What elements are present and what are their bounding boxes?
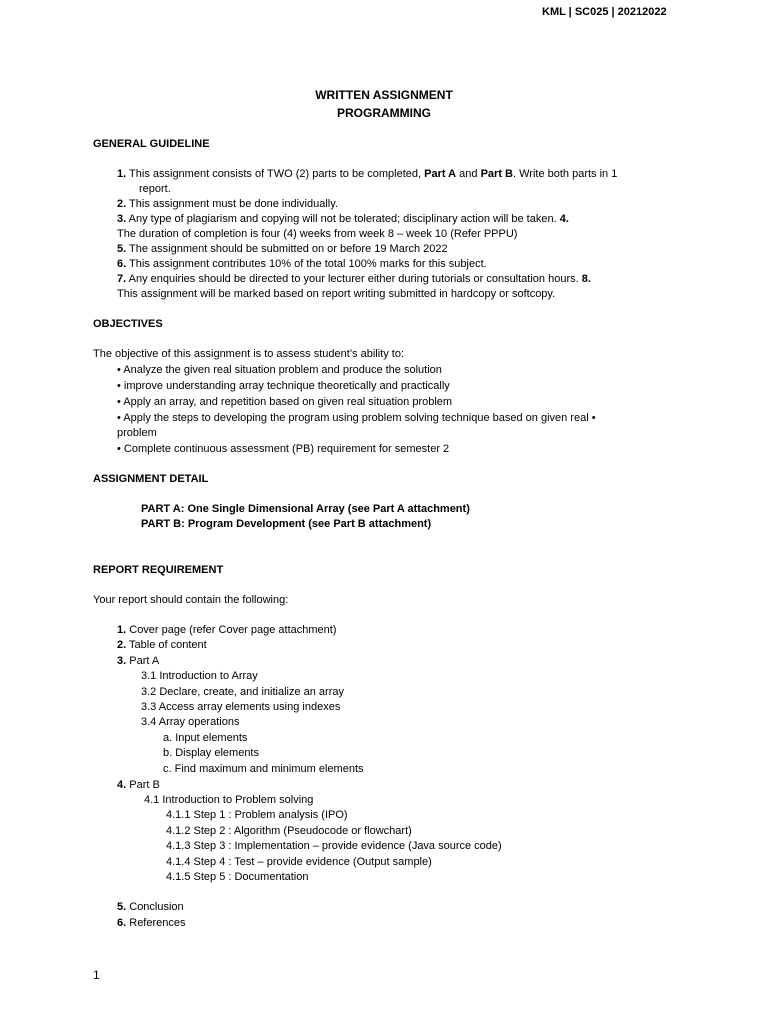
- report-sub-4-1-1: 4.1.1 Step 1 : Problem analysis (IPO): [166, 809, 348, 821]
- guideline-item-7: 7. Any enquiries should be directed to your lecturer either during tutorials or consultation hours. 8.: [117, 273, 591, 285]
- report-sub-3-4-c: c. Find maximum and minimum elements: [163, 763, 364, 775]
- report-item-6: 6. References: [117, 917, 186, 929]
- report-item-1: 1. Cover page (refer Cover page attachment): [117, 624, 337, 636]
- assignment-detail-heading: ASSIGNMENT DETAIL: [93, 473, 209, 485]
- objective-bullet-2: • improve understanding array technique theoretically and practically: [117, 380, 450, 392]
- report-sub-3-3: 3.3 Access array elements using indexes: [141, 701, 341, 713]
- guideline-item-3: 3. Any type of plagiarism and copying will not be tolerated; disciplinary action will be taken. 4.: [117, 213, 569, 225]
- guideline-item-8: This assignment will be marked based on report writing submitted in hardcopy or softcopy.: [117, 288, 556, 300]
- header-code: KML | SC025 | 20212022: [542, 6, 667, 18]
- report-item-5: 5. Conclusion: [117, 901, 184, 913]
- guideline-item-5: 5. The assignment should be submitted on or before 19 March 2022: [117, 243, 448, 255]
- guideline-item-6: 6. This assignment contributes 10% of the total 100% marks for this subject.: [117, 258, 487, 270]
- guideline-item-1: 1. This assignment consists of TWO (2) parts to be completed, Part A and Part B. Write both parts in 1: [117, 168, 618, 180]
- title-line-1: WRITTEN ASSIGNMENT: [315, 88, 453, 102]
- guideline-item-1-cont: report.: [139, 183, 171, 195]
- report-sub-4-1-2: 4.1.2 Step 2 : Algorithm (Pseudocode or flowchart): [166, 825, 412, 837]
- report-requirement-heading: REPORT REQUIREMENT: [93, 564, 224, 576]
- report-item-4: 4. Part B: [117, 779, 160, 791]
- report-item-2: 2. Table of content: [117, 639, 207, 651]
- general-guideline-heading: GENERAL GUIDELINE: [93, 138, 210, 150]
- page-number: 1: [93, 968, 100, 982]
- report-sub-4-1: 4.1 Introduction to Problem solving: [144, 794, 314, 806]
- guideline-item-2: 2. This assignment must be done individually.: [117, 198, 338, 210]
- objectives-heading: OBJECTIVES: [93, 318, 163, 330]
- report-sub-3-4: 3.4 Array operations: [141, 716, 240, 728]
- part-a-detail: PART A: One Single Dimensional Array (see Part A attachment): [141, 503, 470, 515]
- objective-bullet-4-cont: problem: [117, 427, 157, 439]
- guideline-item-4: The duration of completion is four (4) weeks from week 8 – week 10 (Refer PPPU): [117, 228, 518, 240]
- objectives-intro: The objective of this assignment is to assess student’s ability to:: [93, 348, 405, 360]
- objective-bullet-4: • Apply the steps to developing the program using problem solving technique based on given real •: [117, 412, 596, 424]
- report-sub-4-1-3: 4.1.3 Step 3 : Implementation – provide evidence (Java source code): [166, 840, 502, 852]
- report-sub-4-1-5: 4.1.5 Step 5 : Documentation: [166, 871, 309, 883]
- report-intro: Your report should contain the following:: [93, 594, 289, 606]
- report-item-3: 3. Part A: [117, 655, 160, 667]
- objective-bullet-3: • Apply an array, and repetition based on given real situation problem: [117, 396, 453, 408]
- objective-bullet-1: • Analyze the given real situation problem and produce the solution: [117, 364, 442, 376]
- report-sub-3-4-b: b. Display elements: [163, 747, 259, 759]
- title-line-2: PROGRAMMING: [337, 106, 431, 120]
- report-sub-3-2: 3.2 Declare, create, and initialize an array: [141, 686, 344, 698]
- objective-bullet-5: • Complete continuous assessment (PB) requirement for semester 2: [117, 443, 450, 455]
- part-b-detail: PART B: Program Development (see Part B attachment): [141, 518, 432, 530]
- report-sub-3-4-a: a. Input elements: [163, 732, 248, 744]
- report-sub-3-1: 3.1 Introduction to Array: [141, 670, 258, 682]
- report-sub-4-1-4: 4.1.4 Step 4 : Test – provide evidence (Output sample): [166, 856, 432, 868]
